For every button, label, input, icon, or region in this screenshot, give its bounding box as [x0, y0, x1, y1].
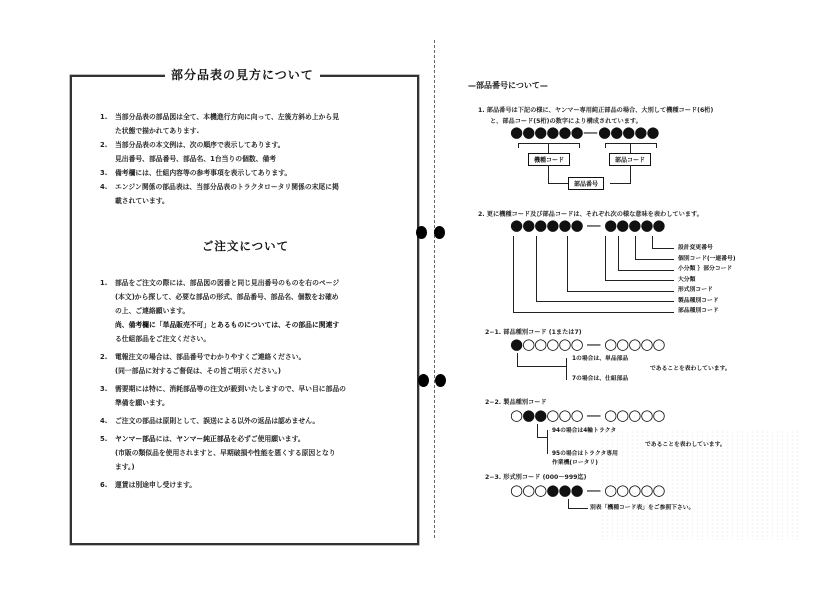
page-fold-line [434, 40, 435, 540]
binding-hole-icon [434, 226, 445, 239]
paragraph-1: 1. 部品番号は下記の様に、ヤンマー専用純正部品の場合、大別して機種コード(6桁) [478, 107, 714, 114]
dash: — [583, 123, 597, 141]
page-title: 部分品表の見方について [165, 66, 320, 83]
binding-hole-icon [416, 226, 427, 239]
guide-item: 3. 備考欄には、仕組内容等の参考事項を表示してあります。 [100, 169, 292, 177]
order-item: 5. ヤンマー部品には、ヤンマー純正部品を必ずご使用願います。 (市販の類似品を使用されますと、早期破損や性能を悪くする原因となり ます。) [100, 435, 336, 471]
order-item: 1. 部品をご注文の際には、部品図の図番と同じ見出番号のものを右のページ (本文)から探して、必要な部品の形式、部品番号、部品名、個数をお確め の上、ご連絡願います。 尚、備考欄に「単品販売不可」とあるものについては、その部品に関連す る仕組部品をご注文ください。 [100, 279, 340, 343]
order-item: 4. ご注文の部品は原則として、誤送による以外の返品は認めません。 [100, 417, 320, 425]
option-rotary-cont: 作業機(ロータリ) [552, 460, 598, 466]
option-assembly-part: 7の場合は、仕組部品 [572, 376, 629, 382]
option-rotary: 95の場合はトラクタ専用 [552, 451, 618, 457]
part-code-dots: ●●●●● [598, 123, 659, 141]
order-list [100, 276, 346, 492]
section-2-2-title: 2−2. 製品種別コード [485, 399, 547, 406]
section-2-1-dots: ●○○○○○ — ○○○○○ [510, 335, 665, 353]
section-2-3-title: 2−3. 形式別コード (000〜999迄) [485, 474, 587, 481]
option-4wd-tractor: 94の場合は4輪トラクタ [552, 428, 617, 434]
guide-list [100, 110, 339, 208]
section-2-2-suffix: であることを表わしています。 [645, 442, 726, 448]
order-item: 3. 需要期には特に、消耗部品等の注文が殺到いたしますので、早い目に部品の 準備を願います。 [100, 385, 346, 407]
section-2-3-note: 別表「機種コード表」をご参照下さい。 [590, 505, 695, 511]
order-item: 2. 電報注文の場合は、部品番号でわかりやすくご連絡ください。 (同一部品に対するご督促は、その旨ご明示ください。) [100, 353, 306, 375]
paragraph-1-cont: と、部品コード(5桁)の数字により構成されています。 [490, 118, 642, 125]
section-2-3-dots: ○○○●●● — ○○○○○ [510, 481, 665, 499]
section-2-2-dots: ○●●○○○ — ○○○○○ [510, 406, 665, 424]
binding-hole-icon [418, 374, 429, 387]
section-2-1-suffix: であることを表わしています。 [650, 366, 731, 372]
binding-hole-icon [435, 374, 446, 387]
paragraph-2: 2. 更に機種コード及び部品コードは、それぞれ次の様な意味を表わしています。 [478, 211, 703, 218]
order-item: 6. 運賃は別途申し受けます。 [100, 481, 197, 489]
part-number-heading: —部品番号について— [468, 81, 548, 90]
machine-code-dots: ●●●●●● [510, 123, 583, 141]
order-section-title: ご注文について [201, 239, 290, 253]
option-single-part: 1の場合は、単品部品 [572, 356, 629, 362]
guide-item: 2. 当部分品表の本文例は、次の順序で表示してあります。 見出番号、部品番号、部品名、1台当りの個数、備考 [100, 141, 285, 163]
guide-item: 4. エンジン関係の部品表は、当部分品表のトラクタロータリ関係の末尾に掲 載されています。 [100, 183, 339, 205]
machine-code-box: 機種コード [528, 153, 570, 166]
code-breakdown-dots: ●●●●●● — ●●●●● [510, 216, 665, 234]
part-code-box: 部品コード [609, 153, 651, 166]
code-legend: 設計変更番号 個別コード(一連番号) 小分類 ｝部分コード 大分類 形式別コード 製品種別コード 部品種別コード [678, 245, 736, 314]
section-2-1-title: 2−1. 部品種別コード (1または7) [485, 329, 582, 336]
part-number-box: 部品番号 [568, 177, 604, 190]
guide-item: 1. 当部分品表の部品図は全て、本機進行方向に向って、左後方斜め上から見 た状態で描かれてあります. [100, 113, 340, 135]
